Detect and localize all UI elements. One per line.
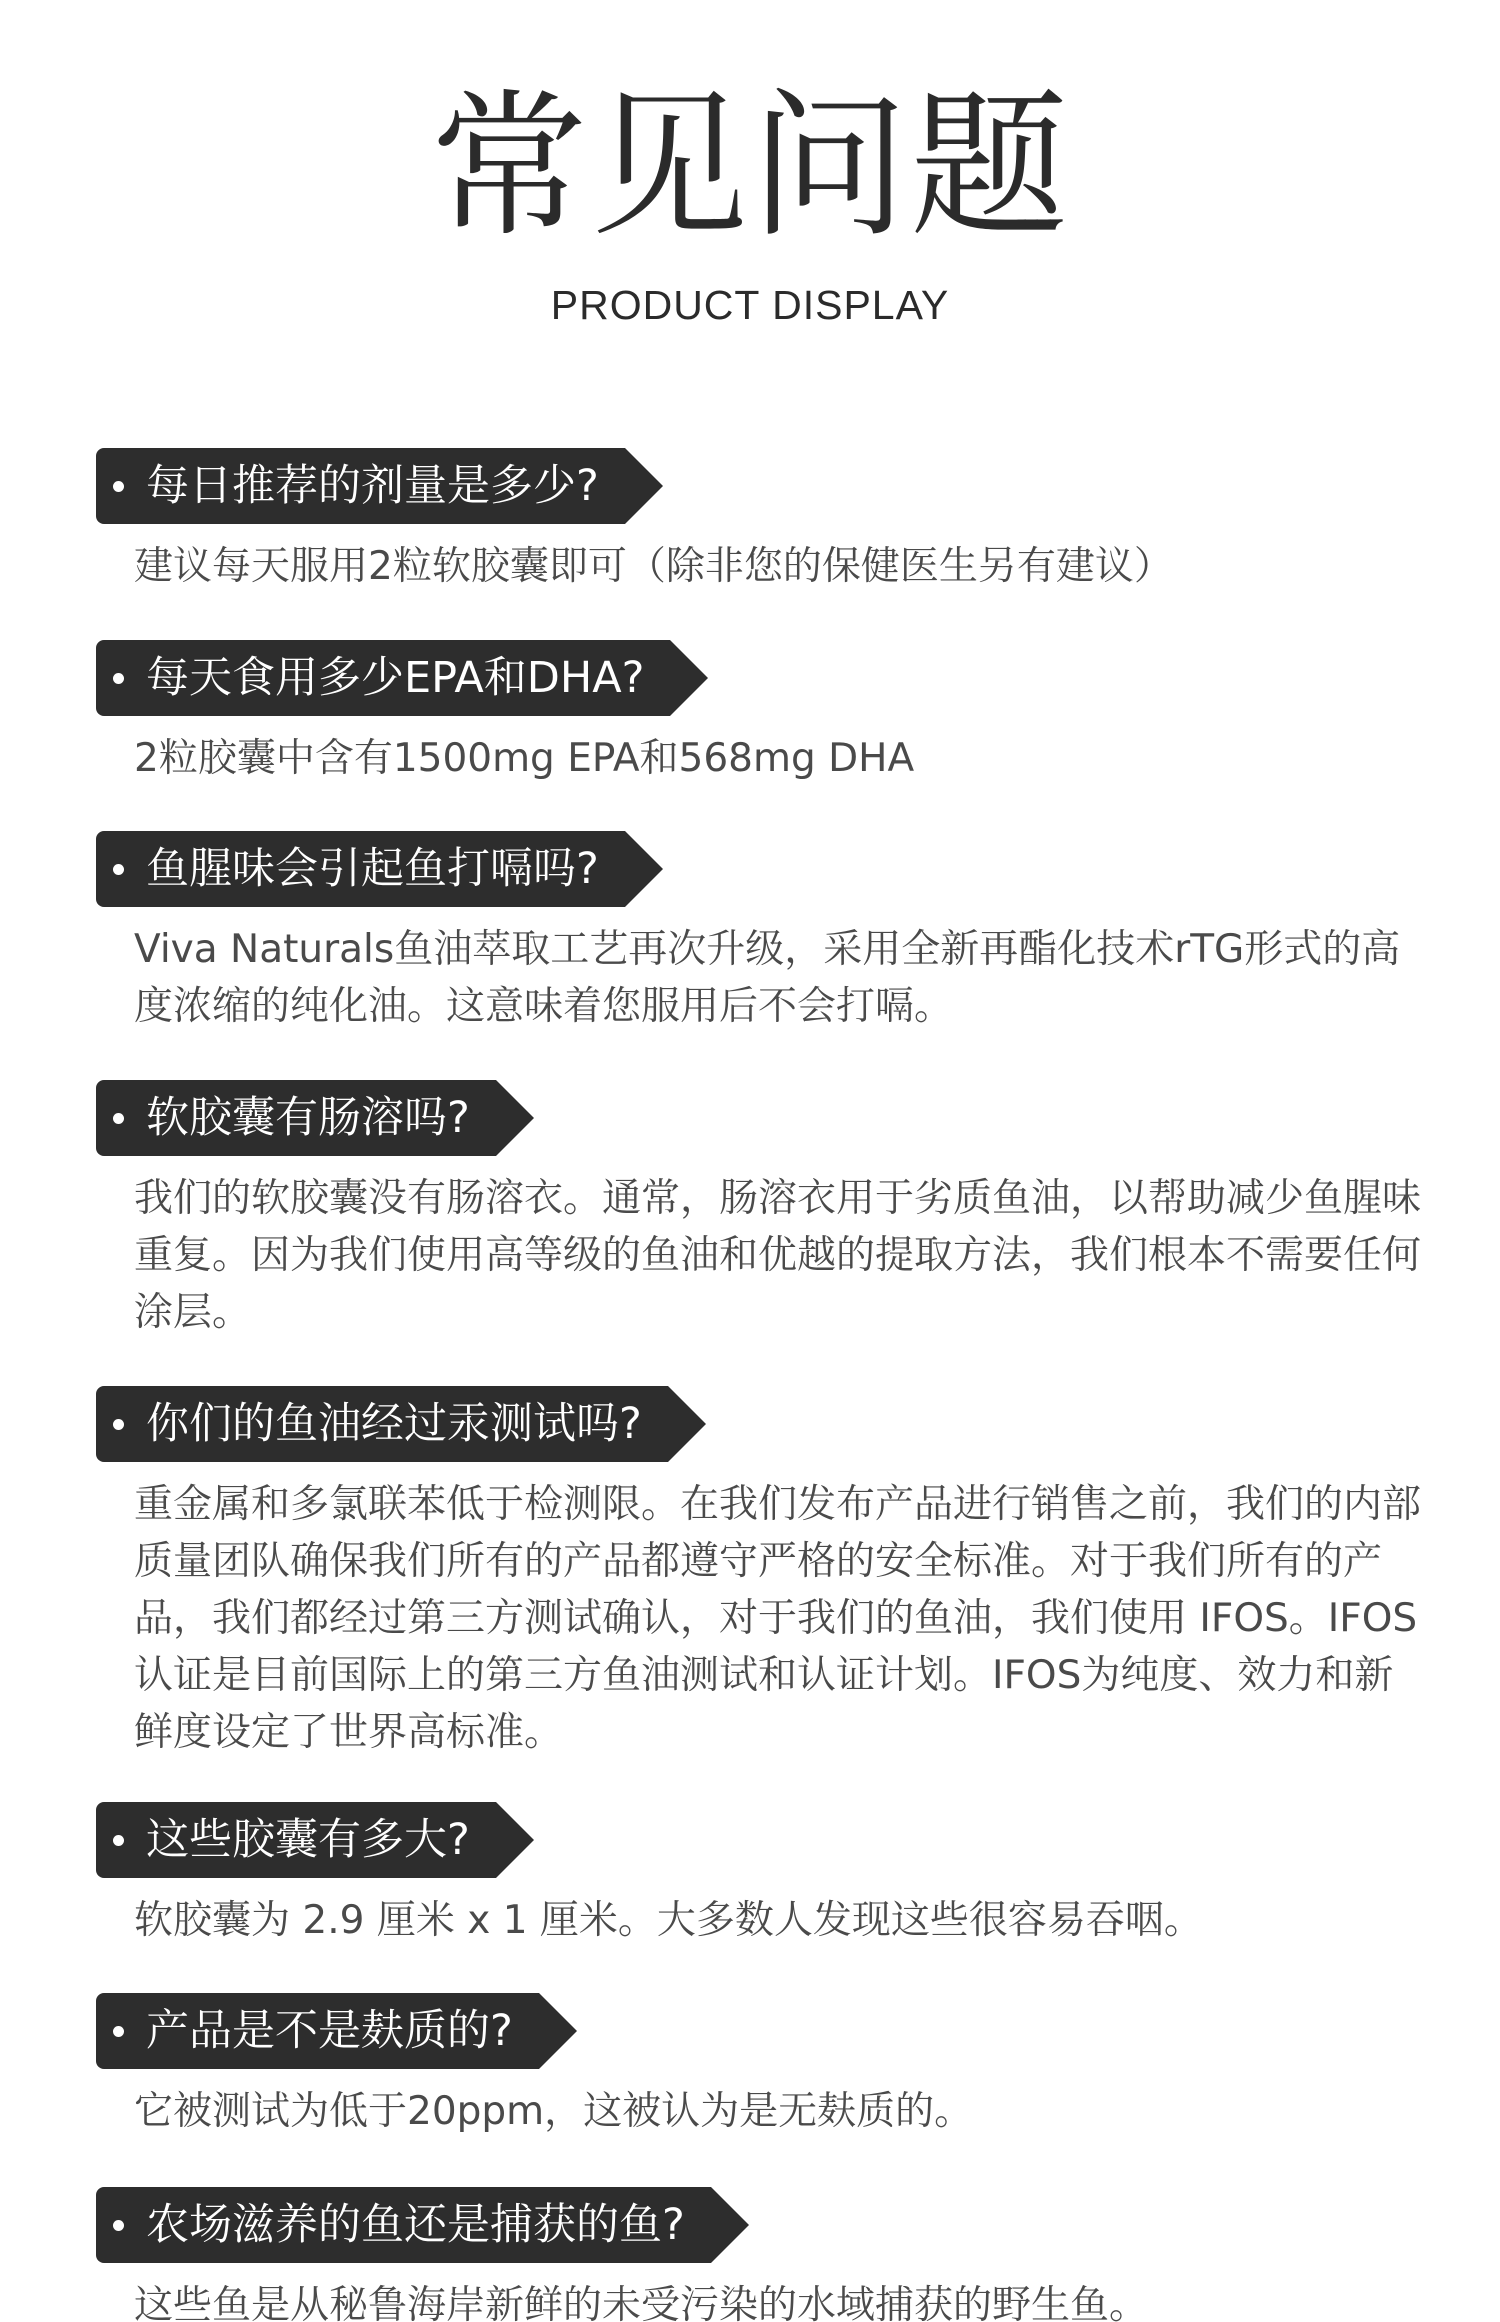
answer-text: 软胶囊为 2.9 厘米 x 1 厘米。大多数人发现这些很容易吞咽。 (134, 1898, 1203, 1943)
question-text: 产品是不是麸质的? (146, 2006, 513, 2056)
faq-item (96, 1802, 1426, 1949)
answer-text: 我们的软胶囊没有肠溶衣。通常，肠溶衣用于劣质鱼油，以帮助减少鱼腥味重复。因为我们使用高等级的鱼油和优越的提取方法，我们根本不需要任何涂层。 (134, 1176, 1422, 1335)
answer-text: 重金属和多氯联苯低于检测限。在我们发布产品进行销售之前，我们的内部质量团队确保我们所有的产品都遵守严格的安全标准。对于我们所有的产品，我们都经过第三方测试确认，对于我们的鱼油，我们使用 IFOS。IFOS认证是目前国际上的第三方鱼油测试和认证计划。IFOS为纯度、效力和新鲜度设定了世界高标准。 (134, 1482, 1422, 1755)
faq-item (96, 1993, 1426, 2140)
question-text: 每天食用多少EPA和DHA? (146, 653, 645, 703)
question-tag (96, 1386, 668, 1462)
bullet-dot-icon (113, 1835, 124, 1846)
question-text: 鱼腥味会引起鱼打嗝吗? (146, 844, 599, 894)
faq-item (96, 1080, 1426, 1341)
question-tag (96, 831, 625, 907)
page-title: 常见问题 (430, 75, 1070, 259)
page-header (0, 75, 1500, 329)
question-text: 你们的鱼油经过汞测试吗? (146, 1399, 642, 1449)
bullet-dot-icon (113, 2026, 124, 2037)
question-text: 农场滋养的鱼还是捕获的鱼? (146, 2200, 685, 2250)
question-tag (96, 1802, 496, 1878)
question-text: 每日推荐的剂量是多少? (146, 461, 599, 511)
question-text: 软胶囊有肠溶吗? (146, 1093, 470, 1143)
question-tag (96, 448, 625, 524)
answer-text: Viva Naturals鱼油萃取工艺再次升级，采用全新再酯化技术rTG形式的高度浓缩的纯化油。这意味着您服用后不会打嗝。 (134, 927, 1401, 1029)
bullet-dot-icon (113, 1419, 124, 1430)
faq-item (96, 2187, 1426, 2322)
question-tag (96, 640, 670, 716)
question-text: 这些胶囊有多大? (146, 1815, 470, 1865)
faq-item (96, 448, 1426, 595)
question-tag (96, 1993, 539, 2069)
bullet-dot-icon (113, 1113, 124, 1124)
question-tag (96, 1080, 496, 1156)
answer-text: 这些鱼是从秘鲁海岸新鲜的未受污染的水域捕获的野生鱼。 (134, 2283, 1149, 2322)
page-subtitle: PRODUCT DISPLAY (550, 282, 950, 328)
answer-text: 2粒胶囊中含有1500mg EPA和568mg DHA (134, 736, 915, 781)
answer-text: 它被测试为低于20ppm，这被认为是无麸质的。 (134, 2089, 974, 2134)
bullet-dot-icon (113, 481, 124, 492)
faq-item (96, 1386, 1426, 1761)
faq-item (96, 640, 1426, 787)
bullet-dot-icon (113, 864, 124, 875)
faq-item (96, 831, 1426, 1035)
answer-text: 建议每天服用2粒软胶囊即可（除非您的保健医生另有建议） (134, 544, 1173, 589)
question-tag (96, 2187, 711, 2263)
bullet-dot-icon (113, 2220, 124, 2231)
bullet-dot-icon (113, 673, 124, 684)
